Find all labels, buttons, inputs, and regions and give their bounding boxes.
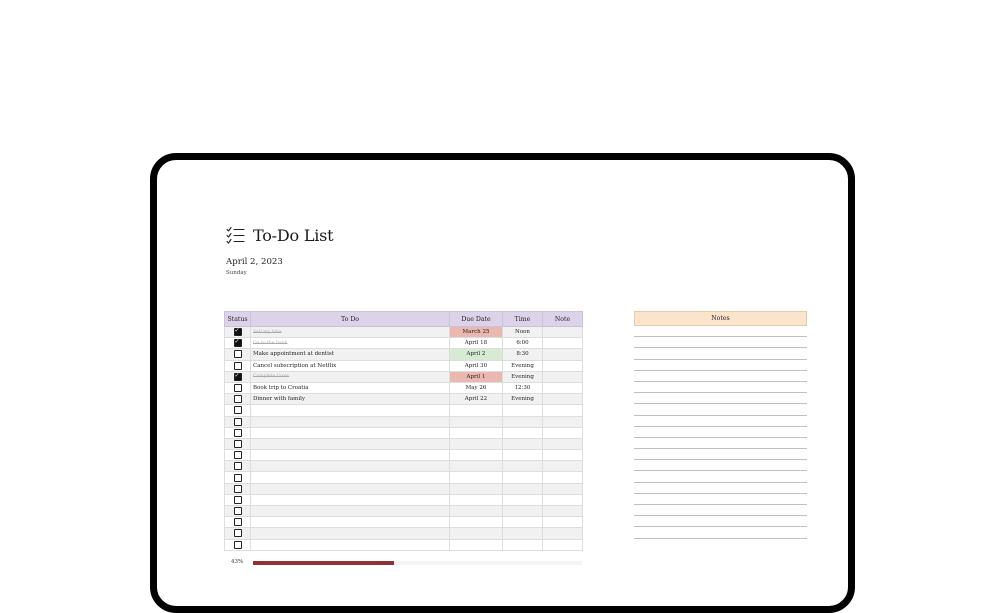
page-title: To-Do List: [253, 226, 334, 245]
table-row[interactable]: [225, 472, 583, 483]
time-cell[interactable]: Evening: [503, 371, 543, 382]
note-line[interactable]: [634, 449, 807, 460]
due-date-cell[interactable]: April 22: [450, 394, 503, 405]
table-row[interactable]: [225, 327, 583, 338]
status-cell: [225, 461, 251, 472]
task-cell[interactable]: [251, 506, 450, 517]
due-date-cell[interactable]: [450, 450, 503, 461]
note-line[interactable]: [634, 371, 807, 382]
task-cell[interactable]: [251, 416, 450, 427]
due-date-cell[interactable]: [450, 438, 503, 449]
due-date-cell[interactable]: March 25: [450, 327, 503, 338]
note-line[interactable]: [634, 360, 807, 371]
note-cell[interactable]: [543, 394, 583, 405]
table-row[interactable]: [225, 394, 583, 405]
note-cell[interactable]: [543, 483, 583, 494]
page-date: April 2, 2023: [226, 257, 283, 267]
status-checkbox[interactable]: [234, 529, 242, 537]
page-weekday: Sunday: [226, 270, 247, 276]
note-line[interactable]: [634, 438, 807, 449]
time-cell[interactable]: 6:00: [503, 338, 543, 349]
status-checkbox[interactable]: [234, 362, 242, 370]
status-checkbox[interactable]: [234, 474, 242, 482]
table-row[interactable]: [225, 438, 583, 449]
column-header-note[interactable]: Note: [543, 312, 583, 327]
status-checkbox[interactable]: [234, 384, 242, 392]
note-cell[interactable]: [543, 528, 583, 539]
note-cell[interactable]: [543, 405, 583, 416]
note-line[interactable]: [634, 527, 807, 538]
table-row[interactable]: [225, 338, 583, 349]
note-cell[interactable]: [543, 360, 583, 371]
note-cell[interactable]: [543, 517, 583, 528]
status-cell: [225, 394, 251, 405]
column-header-time[interactable]: Time: [503, 312, 543, 327]
status-checkbox[interactable]: [234, 485, 242, 493]
due-date-cell[interactable]: [450, 416, 503, 427]
time-cell[interactable]: Evening: [503, 394, 543, 405]
status-cell: [225, 427, 251, 438]
task-cell[interactable]: [251, 539, 450, 550]
note-line[interactable]: [634, 326, 807, 337]
note-line[interactable]: [634, 516, 807, 527]
task-cell[interactable]: Book trip to Croatia: [251, 382, 450, 393]
checklist-icon: [226, 226, 245, 245]
due-date-cell[interactable]: May 26: [450, 382, 503, 393]
note-line[interactable]: [634, 471, 807, 482]
notes-header: Notes: [634, 311, 807, 326]
time-cell[interactable]: [503, 461, 543, 472]
time-cell[interactable]: [503, 494, 543, 505]
progress-label: 43%: [231, 559, 244, 565]
note-line[interactable]: [634, 404, 807, 415]
note-cell[interactable]: [543, 371, 583, 382]
task-cell[interactable]: [251, 438, 450, 449]
due-date-cell[interactable]: [450, 461, 503, 472]
todo-table-header: [225, 312, 583, 327]
status-cell: [225, 506, 251, 517]
note-cell[interactable]: [543, 450, 583, 461]
due-date-cell[interactable]: [450, 405, 503, 416]
status-checkbox[interactable]: [234, 328, 242, 336]
notes-panel: [634, 311, 807, 539]
column-header-due-date[interactable]: Due Date: [450, 312, 503, 327]
table-row[interactable]: [225, 517, 583, 528]
time-cell[interactable]: [503, 416, 543, 427]
task-cell[interactable]: Dinner with family: [251, 394, 450, 405]
status-cell: [225, 382, 251, 393]
task-cell[interactable]: [251, 517, 450, 528]
due-date-cell[interactable]: [450, 506, 503, 517]
note-line[interactable]: [634, 505, 807, 516]
due-date-cell[interactable]: [450, 427, 503, 438]
time-cell[interactable]: [503, 483, 543, 494]
note-cell[interactable]: [543, 494, 583, 505]
note-cell[interactable]: [543, 416, 583, 427]
task-cell[interactable]: [251, 405, 450, 416]
status-checkbox[interactable]: [234, 440, 242, 448]
status-checkbox[interactable]: [234, 451, 242, 459]
status-checkbox[interactable]: [234, 395, 242, 403]
status-checkbox[interactable]: [234, 373, 242, 381]
time-cell[interactable]: [503, 427, 543, 438]
table-row[interactable]: [225, 450, 583, 461]
table-row[interactable]: [225, 461, 583, 472]
status-checkbox[interactable]: [234, 429, 242, 437]
status-checkbox[interactable]: [234, 406, 242, 414]
time-cell[interactable]: [503, 506, 543, 517]
status-checkbox[interactable]: [234, 339, 242, 347]
time-cell[interactable]: [503, 405, 543, 416]
status-checkbox[interactable]: [234, 541, 242, 549]
task-cell[interactable]: [251, 472, 450, 483]
note-cell[interactable]: [543, 327, 583, 338]
due-date-cell[interactable]: [450, 494, 503, 505]
time-cell[interactable]: [503, 472, 543, 483]
progress-bar: [253, 561, 582, 565]
note-cell[interactable]: [543, 472, 583, 483]
status-cell: [225, 450, 251, 461]
time-cell[interactable]: Noon: [503, 327, 543, 338]
table-row[interactable]: [225, 405, 583, 416]
due-date-cell[interactable]: April 1: [450, 371, 503, 382]
task-cell[interactable]: [251, 450, 450, 461]
status-checkbox[interactable]: [234, 518, 242, 526]
note-line[interactable]: [634, 393, 807, 404]
table-row[interactable]: [225, 483, 583, 494]
note-cell[interactable]: [543, 338, 583, 349]
note-line[interactable]: [634, 427, 807, 438]
status-cell: [225, 338, 251, 349]
due-date-cell[interactable]: [450, 517, 503, 528]
status-cell: [225, 416, 251, 427]
status-cell: [225, 371, 251, 382]
note-line[interactable]: [634, 382, 807, 393]
due-date-cell[interactable]: [450, 472, 503, 483]
task-cell[interactable]: Complete taxes: [251, 371, 450, 382]
status-checkbox[interactable]: [234, 496, 242, 504]
note-line[interactable]: [634, 337, 807, 348]
time-cell[interactable]: [503, 517, 543, 528]
status-cell: [225, 438, 251, 449]
page-header: [226, 226, 333, 245]
todo-table: [224, 311, 583, 551]
note-cell[interactable]: [543, 438, 583, 449]
status-cell: [225, 517, 251, 528]
status-cell: [225, 349, 251, 360]
column-header-todo[interactable]: To Do: [251, 312, 450, 327]
table-row[interactable]: [225, 416, 583, 427]
table-row[interactable]: [225, 528, 583, 539]
table-row[interactable]: [225, 427, 583, 438]
status-cell: [225, 360, 251, 371]
note-line[interactable]: [634, 460, 807, 471]
progress-bar-fill: [253, 561, 394, 565]
note-line[interactable]: [634, 348, 807, 359]
status-cell: [225, 472, 251, 483]
note-cell[interactable]: [543, 382, 583, 393]
task-cell[interactable]: Make appointment at dentist: [251, 349, 450, 360]
task-cell[interactable]: Go to the bank: [251, 338, 450, 349]
status-cell: [225, 539, 251, 550]
task-cell[interactable]: [251, 461, 450, 472]
status-cell: [225, 405, 251, 416]
note-cell[interactable]: [543, 506, 583, 517]
table-row[interactable]: [225, 494, 583, 505]
time-cell[interactable]: Evening: [503, 360, 543, 371]
task-cell[interactable]: [251, 427, 450, 438]
task-cell[interactable]: [251, 494, 450, 505]
status-cell: [225, 327, 251, 338]
status-checkbox[interactable]: [234, 418, 242, 426]
note-line[interactable]: [634, 416, 807, 427]
time-cell[interactable]: [503, 539, 543, 550]
time-cell[interactable]: [503, 438, 543, 449]
status-cell: [225, 528, 251, 539]
column-header-status[interactable]: Status: [225, 312, 251, 327]
status-checkbox[interactable]: [234, 350, 242, 358]
table-row[interactable]: [225, 382, 583, 393]
task-cell[interactable]: Cancel subscription at Netflix: [251, 360, 450, 371]
due-date-cell[interactable]: April 2: [450, 349, 503, 360]
time-cell[interactable]: [503, 528, 543, 539]
due-date-cell[interactable]: [450, 528, 503, 539]
time-cell[interactable]: 8:30: [503, 349, 543, 360]
status-cell: [225, 494, 251, 505]
status-cell: [225, 483, 251, 494]
note-cell[interactable]: [543, 539, 583, 550]
task-cell[interactable]: Sell my bike: [251, 327, 450, 338]
status-checkbox[interactable]: [234, 507, 242, 515]
table-row[interactable]: [225, 539, 583, 550]
due-date-cell[interactable]: April 18: [450, 338, 503, 349]
time-cell[interactable]: 12:30: [503, 382, 543, 393]
table-row[interactable]: [225, 371, 583, 382]
task-cell[interactable]: [251, 483, 450, 494]
note-line[interactable]: [634, 483, 807, 494]
note-cell[interactable]: [543, 349, 583, 360]
note-cell[interactable]: [543, 461, 583, 472]
time-cell[interactable]: [503, 450, 543, 461]
due-date-cell[interactable]: April 30: [450, 360, 503, 371]
table-row[interactable]: [225, 349, 583, 360]
due-date-cell[interactable]: [450, 483, 503, 494]
table-row[interactable]: [225, 506, 583, 517]
note-cell[interactable]: [543, 427, 583, 438]
table-row[interactable]: [225, 360, 583, 371]
note-line[interactable]: [634, 494, 807, 505]
due-date-cell[interactable]: [450, 539, 503, 550]
task-cell[interactable]: [251, 528, 450, 539]
status-checkbox[interactable]: [234, 462, 242, 470]
